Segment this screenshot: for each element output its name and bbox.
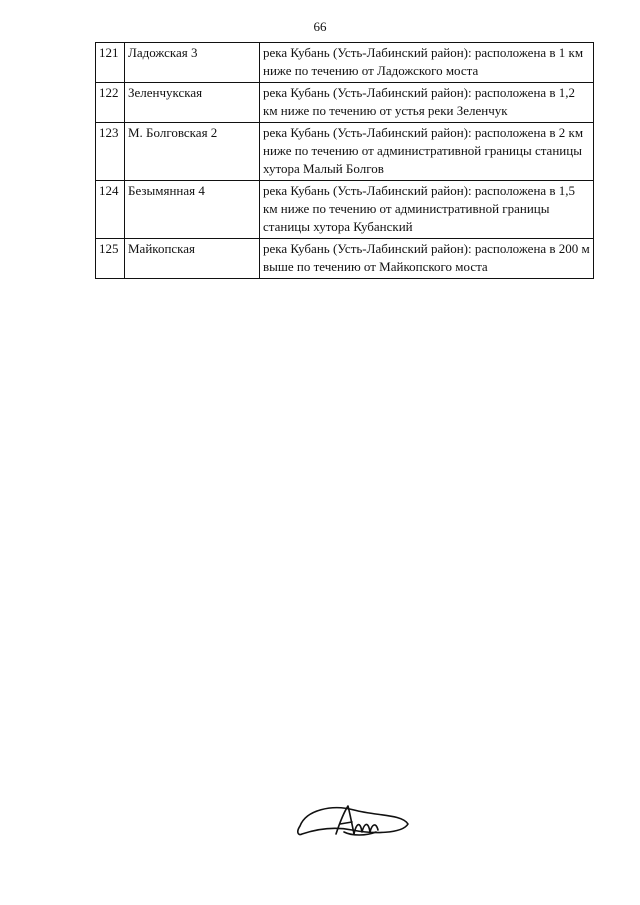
location-description: река Кубань (Усть-Лабинский район): расположена в 1 км ниже по течению от Ладожского моста xyxy=(260,43,594,83)
row-number: 125 xyxy=(96,239,125,279)
location-name: Безымянная 4 xyxy=(125,181,260,239)
locations-table xyxy=(95,42,594,279)
location-name: Майкопская xyxy=(125,239,260,279)
location-description: река Кубань (Усть-Лабинский район): расположена в 1,2 км ниже по течению от устья реки Зеленчук xyxy=(260,83,594,123)
location-name: Ладожская 3 xyxy=(125,43,260,83)
location-description: река Кубань (Усть-Лабинский район): расположена в 1,5 км ниже по течению от административной границы станицы хутора Кубанский xyxy=(260,181,594,239)
table-row xyxy=(96,239,594,279)
row-number: 123 xyxy=(96,123,125,181)
location-description: река Кубань (Усть-Лабинский район): расположена в 200 м выше по течению от Майкопского моста xyxy=(260,239,594,279)
location-name: М. Болговская 2 xyxy=(125,123,260,181)
page-number: 66 xyxy=(313,19,327,34)
signature xyxy=(292,800,412,844)
location-name: Зеленчукская xyxy=(125,83,260,123)
row-number: 121 xyxy=(96,43,125,83)
location-description: река Кубань (Усть-Лабинский район): расположена в 2 км ниже по течению от административной границы станицы хутора Малый Болгов xyxy=(260,123,594,181)
table-row xyxy=(96,43,594,83)
row-number: 124 xyxy=(96,181,125,239)
table-row xyxy=(96,181,594,239)
table-row xyxy=(96,83,594,123)
table-row xyxy=(96,123,594,181)
row-number: 122 xyxy=(96,83,125,123)
